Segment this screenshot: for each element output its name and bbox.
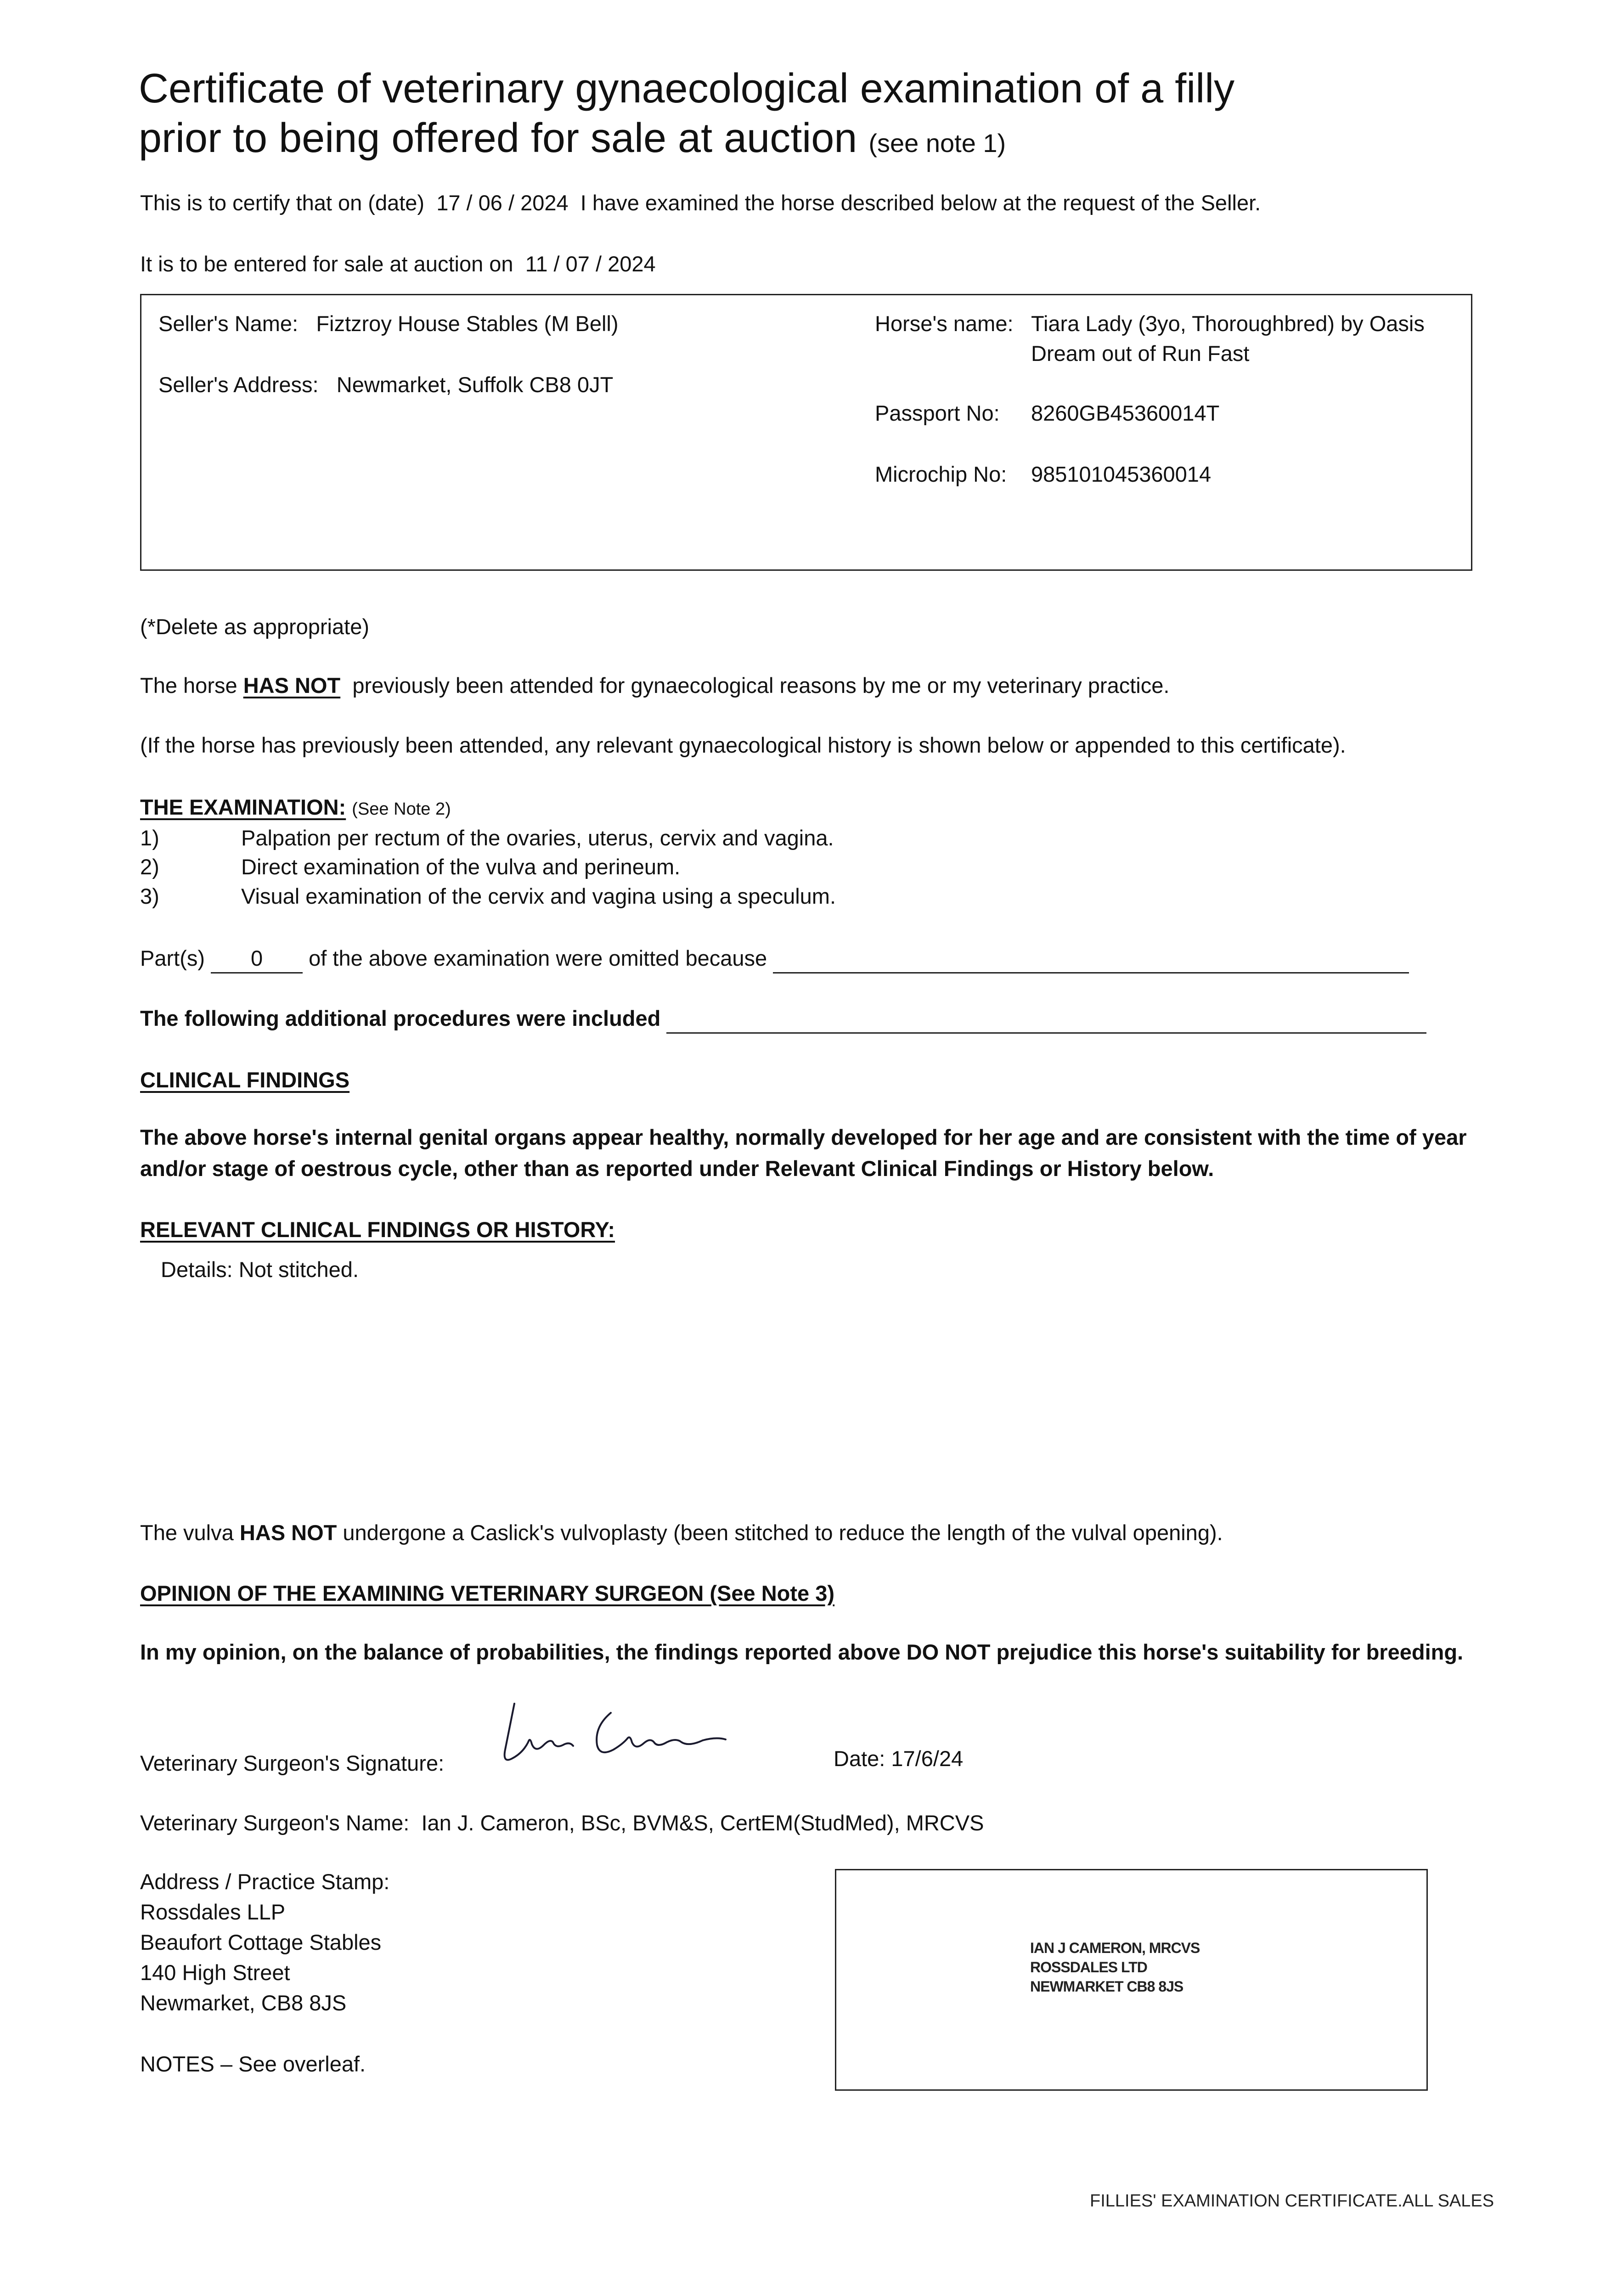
address-line: Rossdales LLP [140,1900,286,1924]
attended-suffix: previously been attended for gynaecological reasons by me or my veterinary practice. [352,673,1170,698]
microchip-number: 985101045360014 [1031,462,1212,486]
omitted-line [140,945,1409,974]
surgeon-name: Ian J. Cameron, BSc, BVM&S, CertEM(StudMed), MRCVS [421,1811,984,1835]
microchip-label: Microchip No: [875,462,1007,486]
auction-date: 11 / 07 / 2024 [525,252,656,276]
auction-line [140,250,656,278]
stamp-line: NEWMARKET CB8 8JS [1030,1978,1183,1995]
page-title-line-2 [139,114,1006,168]
address-line: 140 High Street [140,1960,290,1985]
additional-field [666,1005,1426,1034]
vulva-suffix: undergone a Caslick's vulvoplasty (been stitched to reduce the length of the vulval opening). [343,1520,1223,1545]
surgeon-row [140,1809,984,1837]
opinion-text: In my opinion, on the balance of probabilities, the findings reported above DO NOT prejudice this horse's suitability for breeding. [140,1640,1464,1664]
exam-item-number: 3) [140,884,159,908]
certify-suffix: I have examined the horse described below at the request of the Seller. [580,191,1261,215]
signature-date-label: Date: [834,1746,885,1771]
omitted-parts-field [211,945,303,974]
delete-note: (*Delete as appropriate) [140,614,369,639]
additional-line [140,1005,1426,1034]
stamp-line: IAN J CAMERON, MRCVS [1030,1940,1200,1956]
horse-name-label: Horse's name: [875,311,1014,336]
passport-number: 8260GB45360014T [1031,401,1220,425]
exam-item-text: Visual examination of the cervix and vagina using a speculum. [241,884,836,908]
page-title [139,64,1234,113]
clinical-text-line-1: The above horse's internal genital organs appear healthy, normally developed for her age and are consistent with the time of year [140,1125,1467,1149]
address-label: Address / Practice Stamp: [140,1869,390,1894]
signature-label: Veterinary Surgeon's Signature: [140,1751,445,1775]
attended-line [140,672,1169,699]
seller-address: Newmarket, Suffolk CB8 0JT [336,372,614,397]
seller-name-row [158,310,619,338]
signature-date-row [834,1745,963,1773]
stamp-line: ROSSDALES LTD [1030,1959,1147,1975]
signature-date: 17/6/24 [891,1746,964,1771]
title-note: (see note 1) [868,129,1006,158]
exam-item-text: Palpation per rectum of the ovaries, uterus, cervix and vagina. [241,826,834,850]
vulva-prefix: The vulva [140,1520,234,1545]
additional-label: The following additional procedures were included [140,1006,661,1030]
notes-text: NOTES – See overleaf. [140,2052,366,2076]
exam-item-text: Direct examination of the vulva and perineum. [241,855,681,879]
address-line: Beaufort Cottage Stables [140,1930,382,1954]
vulva-line [140,1519,1223,1547]
vulva-status: HAS NOT [239,1520,337,1545]
seller-address-row [158,371,613,399]
horse-name-line-2: Dream out of Run Fast [1031,341,1250,366]
exam-item-number: 1) [140,826,159,850]
history-note: (If the horse has previously been attended, any relevant gynaecological history is shown below or appended to this certificate). [140,733,1346,757]
horse-name-line-1: Tiara Lady (3yo, Thoroughbred) by Oasis [1031,311,1425,336]
address-line: Newmarket, CB8 8JS [140,1991,347,2015]
seller-address-label: Seller's Address: [158,372,319,397]
passport-label: Passport No: [875,401,1000,425]
certify-prefix: This is to certify that on (date) [140,191,425,215]
opinion-heading: OPINION OF THE EXAMINING VETERINARY SURGEON (See Note 3) [140,1581,835,1605]
omitted-prefix: Part(s) [140,946,205,970]
certify-line [140,189,1261,217]
clinical-text-line-2: and/or stage of oestrous cycle, other than as reported under Relevant Clinical Findings or History below. [140,1156,1214,1181]
attended-status: HAS NOT [243,673,341,698]
auction-prefix: It is to be entered for sale at auction on [140,252,513,276]
attended-prefix: The horse [140,673,237,698]
exam-date: 17 / 06 / 2024 [436,191,569,215]
omitted-reason-field [773,945,1409,974]
omitted-parts-value: 0 [250,946,263,970]
examination-heading: THE EXAMINATION: [140,795,346,819]
handwritten-signature [496,1694,735,1773]
title-line-2: prior to being offered for sale at auction [139,115,857,161]
relevant-heading: RELEVANT CLINICAL FINDINGS OR HISTORY: [140,1217,615,1242]
seller-name: Fiztzroy House Stables (M Bell) [316,311,619,336]
seller-name-label: Seller's Name: [158,311,299,336]
surgeon-label: Veterinary Surgeon's Name: [140,1811,410,1835]
omitted-suffix: of the above examination were omitted because [309,946,767,970]
footer-text: FILLIES' EXAMINATION CERTIFICATE.ALL SALES [1090,2191,1494,2211]
exam-item-number: 2) [140,855,159,879]
title-line-1: Certificate of veterinary gynaecological examination of a filly [139,66,1235,112]
relevant-details: Details: Not stitched. [161,1257,359,1282]
examination-heading-row [140,793,451,823]
examination-heading-note: (See Note 2) [352,799,451,819]
clinical-heading: CLINICAL FINDINGS [140,1068,350,1092]
